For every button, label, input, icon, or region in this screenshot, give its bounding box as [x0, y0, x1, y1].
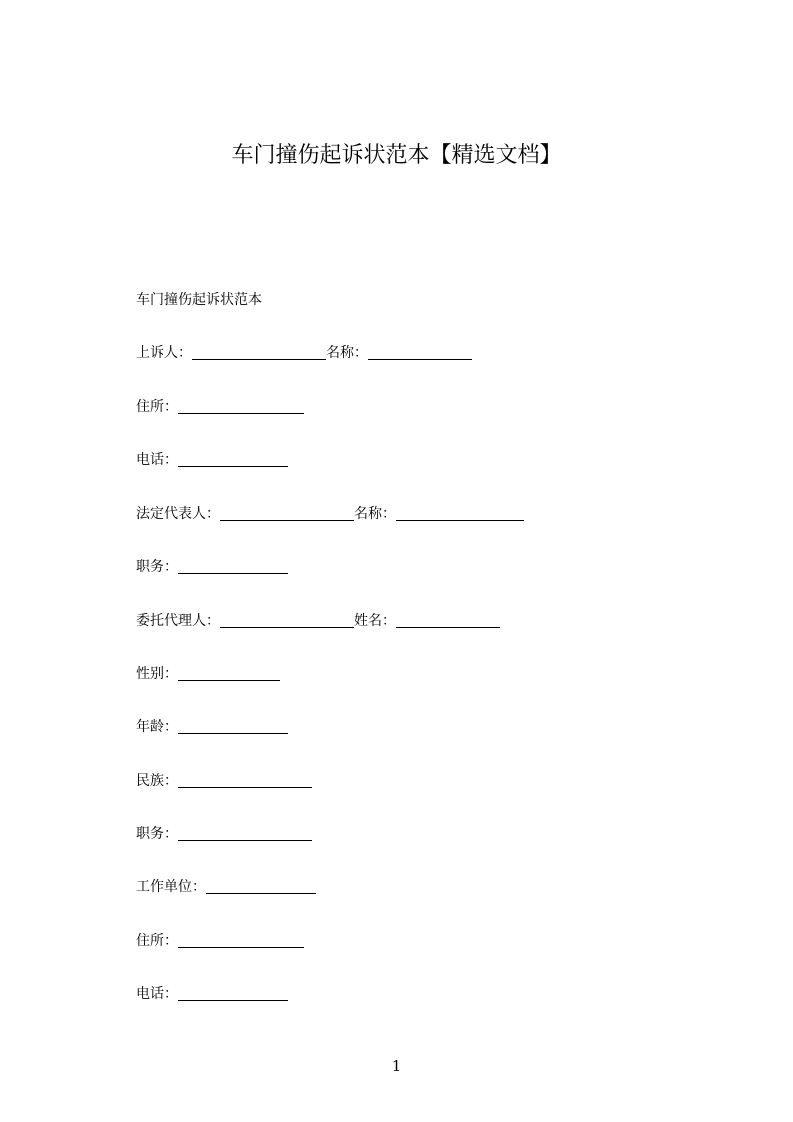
- legal-rep-line: [136, 504, 524, 524]
- appellant-name-label: 名称：: [326, 345, 368, 361]
- phone-line-2: [136, 984, 288, 1004]
- gender-label: 性别：: [136, 666, 178, 682]
- phone-label-2: 电话：: [136, 986, 178, 1002]
- position-label-1: 职务：: [136, 559, 178, 575]
- address-blank-1: [178, 412, 304, 414]
- document-subtitle: 车门撞伤起诉状范本: [136, 292, 262, 308]
- legal-rep-blank: [220, 519, 354, 521]
- phone-line-1: [136, 450, 288, 470]
- gender-blank: [178, 679, 280, 681]
- work-unit-line: [136, 877, 316, 897]
- agent-line: [136, 611, 500, 631]
- age-label: 年龄：: [136, 719, 178, 735]
- page-number: 1: [391, 1057, 402, 1075]
- ethnicity-blank: [178, 786, 312, 788]
- position-line-1: [136, 557, 288, 577]
- ethnicity-line: [136, 771, 312, 791]
- age-blank: [178, 732, 288, 734]
- address-label-2: 住所：: [136, 933, 178, 949]
- address-line-1: [136, 397, 304, 417]
- address-blank-2: [178, 946, 304, 948]
- phone-blank-1: [178, 465, 288, 467]
- phone-label-1: 电话：: [136, 452, 178, 468]
- address-line-2: [136, 931, 304, 951]
- legal-rep-name-blank: [396, 519, 524, 521]
- position-blank-2: [178, 839, 312, 841]
- gender-line: [136, 664, 280, 684]
- position-blank-1: [178, 572, 288, 574]
- agent-name-blank: [396, 626, 500, 628]
- address-label-1: 住所：: [136, 399, 178, 415]
- work-unit-blank: [206, 892, 316, 894]
- work-unit-label: 工作单位：: [136, 879, 206, 895]
- phone-blank-2: [178, 999, 288, 1001]
- legal-rep-label: 法定代表人：: [136, 506, 220, 522]
- ethnicity-label: 民族：: [136, 773, 178, 789]
- appellant-blank: [192, 358, 326, 360]
- agent-blank: [220, 626, 354, 628]
- agent-label: 委托代理人：: [136, 613, 220, 629]
- agent-name-label: 姓名：: [354, 613, 396, 629]
- appellant-label: 上诉人：: [136, 345, 192, 361]
- position-label-2: 职务：: [136, 826, 178, 842]
- position-line-2: [136, 824, 312, 844]
- appellant-line: [136, 343, 472, 363]
- document-title: 车门撞伤起诉状范本【精选文档】: [231, 143, 562, 168]
- legal-rep-name-label: 名称：: [354, 506, 396, 522]
- appellant-name-blank: [368, 358, 472, 360]
- age-line: [136, 717, 288, 737]
